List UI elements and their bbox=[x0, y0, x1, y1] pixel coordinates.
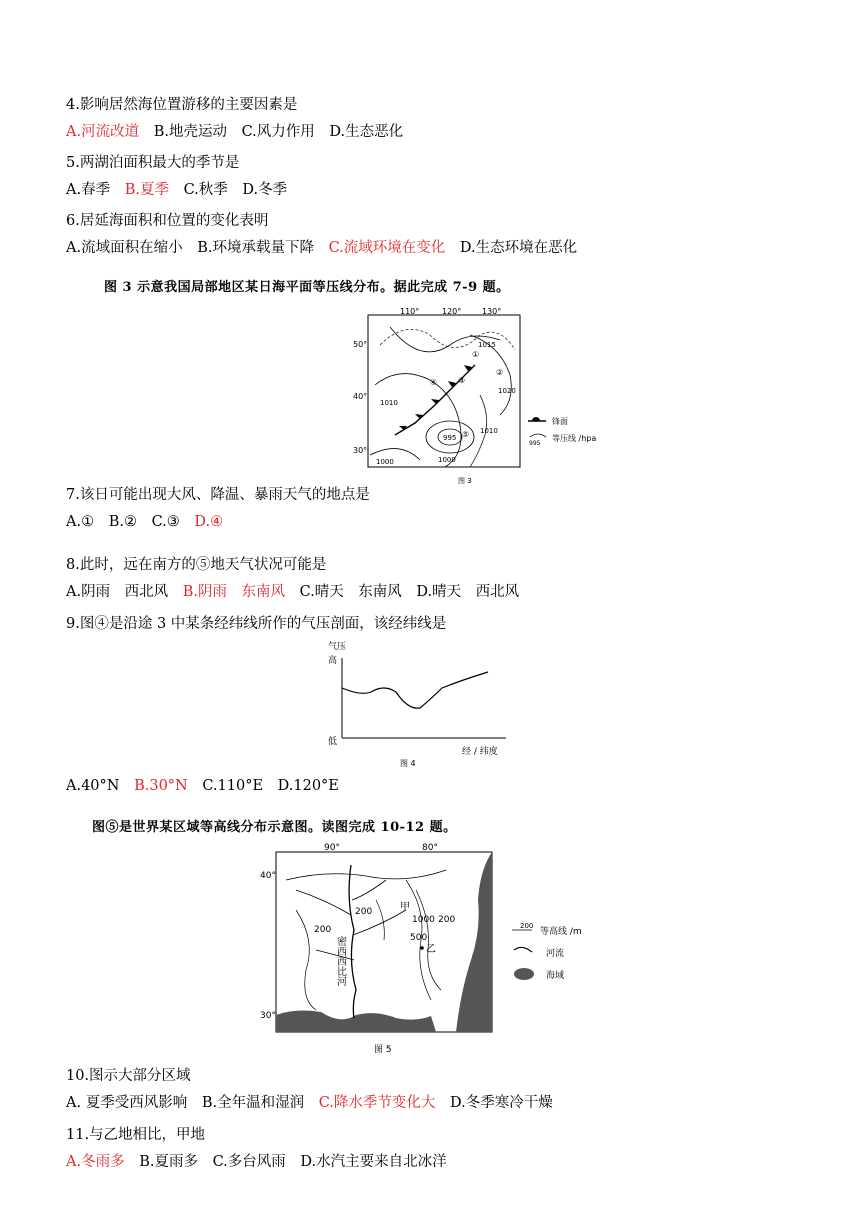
lat-label-40: 40° bbox=[260, 871, 276, 881]
river-label: 密西西比河 bbox=[334, 936, 346, 986]
question-11-options bbox=[66, 1152, 457, 1172]
figure-3-caption: 图 3 bbox=[458, 477, 472, 485]
lon-label-80: 80° bbox=[422, 843, 438, 853]
legend-front-label: 锋面 bbox=[552, 417, 568, 426]
question-7-options bbox=[66, 512, 233, 532]
y-axis-high: 高 bbox=[328, 656, 338, 666]
contour-label-500: 500 bbox=[410, 933, 428, 943]
lat-label-50: 50° bbox=[353, 340, 368, 349]
map-frame bbox=[276, 852, 492, 1032]
question-4-stem: 4.影响居然海位置游移的主要因素是 bbox=[66, 97, 298, 113]
option-a: A.流域面积在缩小 bbox=[66, 240, 183, 256]
x-axis-title: 经 / 纬度 bbox=[462, 747, 498, 757]
option-b: B.夏季 bbox=[124, 182, 169, 198]
point-5: ⑤ bbox=[462, 430, 470, 439]
point-1: ① bbox=[472, 350, 480, 359]
legend-contour-label: 等高线 /m bbox=[540, 927, 582, 937]
question-6-options bbox=[66, 238, 587, 258]
contour-label-200: 200 bbox=[355, 907, 373, 917]
option-c: C.风力作用 bbox=[241, 124, 315, 140]
place-yi-dot bbox=[420, 946, 424, 950]
question-8-options bbox=[66, 582, 529, 602]
option-a: A. 夏季受西风影响 bbox=[66, 1095, 188, 1111]
option-b: B.环境承载量下降 bbox=[197, 240, 314, 256]
question-5-options bbox=[66, 180, 297, 200]
option-c: C.流域环境在变化 bbox=[328, 240, 446, 256]
option-d: D.晴天 西北风 bbox=[416, 584, 520, 600]
legend-sea-icon bbox=[514, 968, 534, 980]
legend-isobar-icon bbox=[530, 434, 546, 437]
question-7-stem: 7.该日可能出现大风、降温、暴雨天气的地点是 bbox=[66, 487, 370, 503]
option-a: A.① bbox=[66, 514, 95, 530]
lon-label-90: 90° bbox=[324, 843, 340, 853]
option-d: D.水汽主要来自北冰洋 bbox=[300, 1154, 447, 1170]
y-axis-title: 气压 bbox=[328, 642, 347, 652]
option-c: C.110°E bbox=[202, 778, 264, 794]
question-9-stem: 9.图④是沿途 3 中某条经纬线所作的气压剖面，该经纬线是 bbox=[66, 616, 447, 632]
option-d: D.④ bbox=[194, 514, 224, 530]
question-10-options bbox=[66, 1093, 563, 1113]
legend-sea-label: 海域 bbox=[546, 971, 565, 981]
isobar-label-1000: 1000 bbox=[438, 456, 456, 464]
y-axis-low: 低 bbox=[328, 737, 338, 747]
option-a: A.40°N bbox=[66, 778, 120, 794]
point-4: ④ bbox=[430, 378, 438, 387]
figure-5-intro: 图⑤是世界某区域等高线分布示意图。读图完成 10-12 题。 bbox=[92, 820, 457, 835]
option-c: C.晴天 东南风 bbox=[299, 584, 402, 600]
option-c: C.③ bbox=[151, 514, 180, 530]
legend-river-label: 河流 bbox=[546, 949, 565, 959]
option-a: A.冬雨多 bbox=[66, 1154, 125, 1170]
figure-4-caption: 图 4 bbox=[400, 759, 416, 768]
question-4-options bbox=[66, 122, 413, 142]
question-9-options bbox=[66, 776, 349, 796]
option-d: D.120°E bbox=[277, 778, 339, 794]
place-jia: 甲 bbox=[400, 902, 410, 913]
legend-contour-sample: 200 bbox=[520, 922, 534, 930]
figure-5-caption: 图 5 bbox=[374, 1045, 392, 1055]
lat-label-40: 40° bbox=[353, 392, 368, 401]
option-d: D.生态恶化 bbox=[329, 124, 404, 140]
isobar-label-1000-b: 1000 bbox=[376, 458, 394, 466]
question-6-stem: 6.居延海面积和位置的变化表明 bbox=[66, 213, 269, 229]
question-11-stem: 11.与乙地相比，甲地 bbox=[66, 1127, 206, 1143]
contour-label-1000: 1000 bbox=[412, 915, 435, 925]
option-b: B.阴雨 东南风 bbox=[182, 584, 285, 600]
option-a: A.春季 bbox=[66, 182, 111, 198]
contour-label-200-east: 200 bbox=[438, 915, 456, 925]
figure-3-isobar-map bbox=[353, 305, 610, 487]
point-2: ② bbox=[496, 368, 504, 377]
contour-label-200-west: 200 bbox=[314, 925, 332, 935]
option-b: B.② bbox=[108, 514, 137, 530]
lat-label-30: 30° bbox=[260, 1011, 276, 1021]
figure-3-intro: 图 3 示意我国局部地区某日海平面等压线分布。据此完成 7-9 题。 bbox=[104, 280, 510, 295]
isobar-label-995: 995 bbox=[443, 434, 457, 442]
lon-label-130: 130° bbox=[482, 307, 502, 316]
isobar-label-1010: 1010 bbox=[380, 399, 398, 407]
lon-label-110: 110° bbox=[400, 307, 420, 316]
question-8-stem: 8.此时，远在南方的⑤地天气状况可能是 bbox=[66, 557, 327, 573]
lat-label-30: 30° bbox=[353, 446, 368, 455]
option-d: D.冬季寒冷干燥 bbox=[449, 1095, 553, 1111]
question-5-stem: 5.两湖泊面积最大的季节是 bbox=[66, 155, 240, 171]
isobar-label-1015: 1015 bbox=[478, 341, 496, 349]
option-b: B.全年温和湿润 bbox=[201, 1095, 305, 1111]
isobar-label-1010-b: 1010 bbox=[480, 427, 498, 435]
option-c: C.多台风雨 bbox=[212, 1154, 286, 1170]
option-b: B.地壳运动 bbox=[153, 124, 227, 140]
option-c: C.秋季 bbox=[183, 182, 228, 198]
figure-4-pressure-profile bbox=[316, 636, 516, 772]
option-b: B.30°N bbox=[134, 778, 188, 794]
point-3: ③ bbox=[458, 376, 466, 385]
legend-river-icon bbox=[514, 947, 532, 952]
option-d: D.冬季 bbox=[242, 182, 288, 198]
isobar-label-1020: 1020 bbox=[498, 387, 516, 395]
legend-isobar-sample: 995 bbox=[529, 440, 541, 447]
pressure-curve bbox=[342, 672, 488, 708]
option-c: C.降水季节变化大 bbox=[318, 1095, 436, 1111]
figure-5-contour-map bbox=[256, 840, 600, 1058]
legend-isobar-label: 等压线 /hpa bbox=[552, 434, 597, 443]
legend-front-symbol bbox=[532, 417, 540, 421]
option-d: D.生态环境在恶化 bbox=[459, 240, 578, 256]
option-a: A.河流改道 bbox=[66, 124, 140, 140]
place-yi: 乙 bbox=[426, 944, 436, 955]
question-10-stem: 10.图示大部分区域 bbox=[66, 1068, 191, 1084]
option-b: B.夏雨多 bbox=[139, 1154, 198, 1170]
option-a: A.阴雨 西北风 bbox=[66, 584, 169, 600]
lon-label-120: 120° bbox=[442, 307, 462, 316]
